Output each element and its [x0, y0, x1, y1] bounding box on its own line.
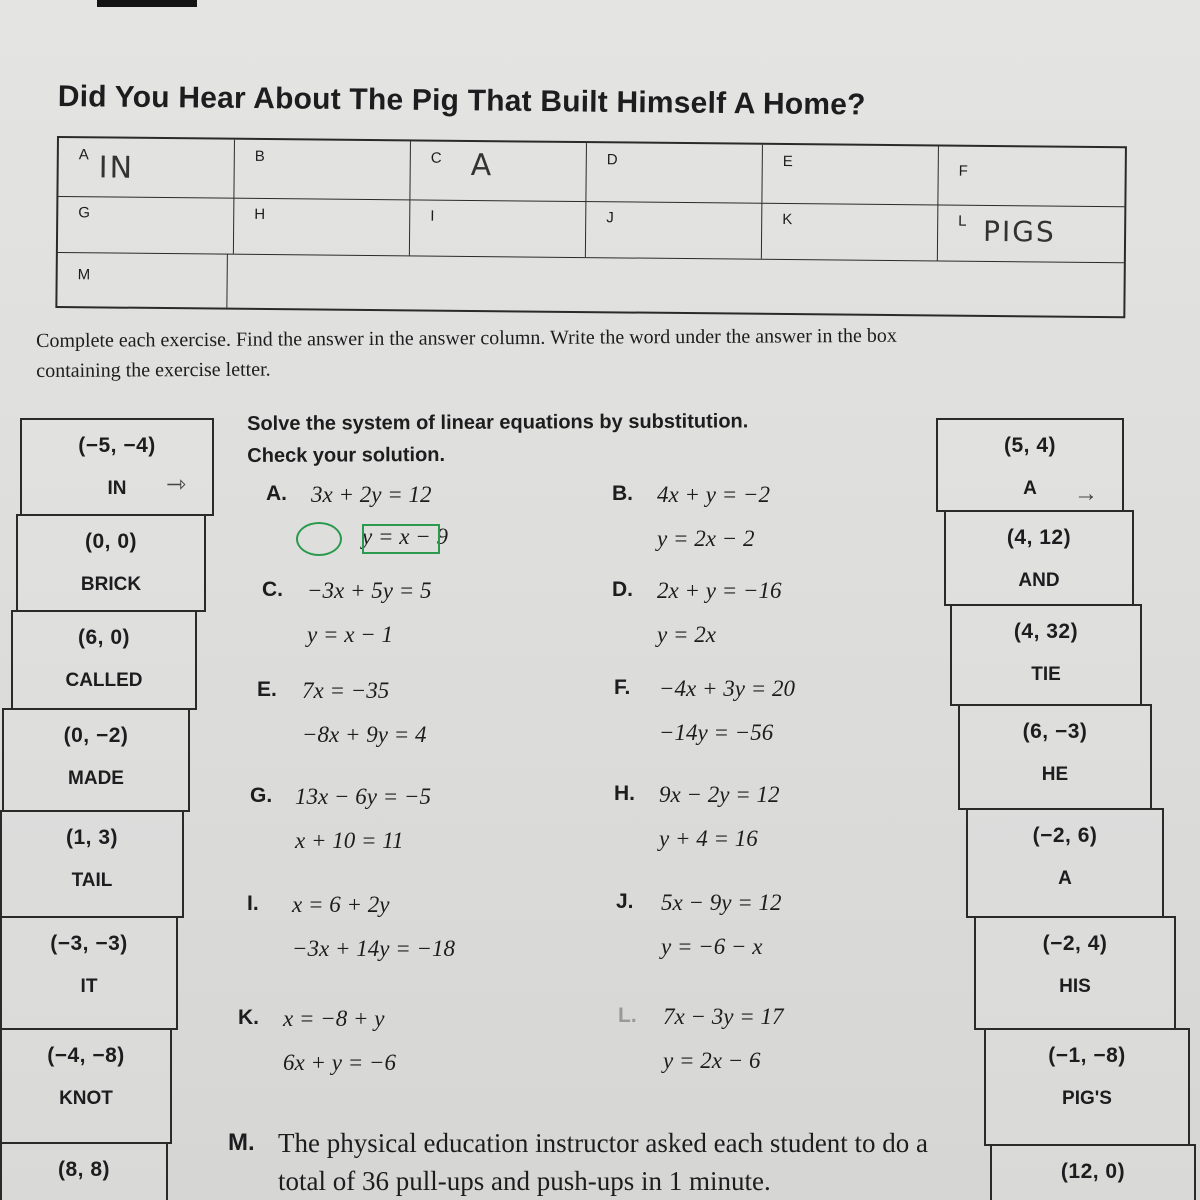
- exercise-letter: F.: [614, 676, 631, 699]
- equation-2: −3x + 14y = −18: [292, 936, 455, 961]
- page-edge-shadow: [97, 0, 197, 7]
- exercise-letter: G.: [250, 784, 273, 807]
- heading-line-2: Check your solution.: [247, 443, 446, 467]
- exercise-letter: L.: [618, 1004, 637, 1027]
- answer-box: [990, 1144, 1196, 1200]
- answer-coordinate: (6, 0): [77, 626, 130, 649]
- grid-cell-j[interactable]: [586, 201, 763, 259]
- answer-coordinate: (−3, −3): [50, 932, 128, 955]
- answer-coordinate: (6, −3): [1022, 720, 1088, 743]
- equation-2: y = x − 9: [362, 524, 448, 549]
- grid-cell-label: L: [958, 212, 967, 230]
- answer-word: AND: [1018, 570, 1060, 591]
- equation-1: −4x + 3y = 20: [659, 676, 795, 701]
- grid-cell-f[interactable]: [938, 146, 1125, 206]
- grid-cell-label: H: [254, 205, 266, 224]
- grid-cell-a[interactable]: [58, 138, 235, 198]
- instructions-text: Complete each exercise. Find the answer in the answer column. Write the word under the answer in the box containing the exercise letter.: [36, 324, 897, 382]
- equation-2: x + 10 = 11: [295, 828, 404, 853]
- exercise-letter: J.: [616, 890, 634, 913]
- answer-word: HIS: [1059, 976, 1091, 997]
- equation-2: y = 2x − 6: [663, 1048, 761, 1073]
- green-pen-circle: [296, 522, 342, 556]
- equation-1: 5x − 9y = 12: [661, 890, 782, 915]
- grid-cell-label: B: [254, 147, 265, 165]
- exercise-letter: C.: [262, 578, 283, 601]
- equation-2: −14y = −56: [659, 720, 774, 745]
- grid-cell-b[interactable]: [234, 140, 411, 200]
- exercise-heading: [247, 405, 749, 472]
- answer-box: [2, 708, 190, 812]
- grid-cell-label: I: [430, 207, 435, 225]
- answer-box: [11, 610, 197, 710]
- answer-box: [0, 1028, 172, 1144]
- handwritten-answer: PIGS: [982, 214, 1056, 249]
- answer-word: CALLED: [65, 670, 143, 691]
- answer-coordinate: (1, 3): [65, 826, 118, 849]
- handwritten-arrow-icon: ⇾: [166, 471, 187, 498]
- answer-word: IT: [80, 976, 98, 997]
- equation-1: 7x − 3y = 17: [663, 1004, 784, 1029]
- answer-word: PIG'S: [1062, 1088, 1112, 1109]
- handwritten-answer: IN: [98, 150, 135, 186]
- equation-2: −8x + 9y = 4: [302, 722, 427, 747]
- equation-1: 7x = −35: [302, 678, 390, 703]
- grid-cell-label: K: [782, 210, 793, 229]
- grid-cell-i[interactable]: [410, 199, 587, 257]
- exercise-letter: A.: [266, 482, 287, 505]
- grid-cell-d[interactable]: [586, 143, 763, 203]
- grid-row-3: [57, 252, 1123, 316]
- equation-1: 13x − 6y = −5: [295, 784, 431, 809]
- equation-2: y = x − 1: [307, 622, 393, 647]
- answer-word: KNOT: [59, 1088, 113, 1109]
- answer-coordinate: (4, 32): [1013, 620, 1079, 643]
- answer-grid: [55, 136, 1127, 318]
- handwritten-answer: A: [470, 147, 494, 184]
- grid-cell-m[interactable]: [57, 252, 228, 308]
- grid-cell-m-answer[interactable]: [227, 254, 1123, 317]
- answer-word: TAIL: [71, 870, 113, 891]
- answer-coordinate: (−1, −8): [1048, 1044, 1126, 1067]
- green-pen-box: [362, 524, 440, 554]
- grid-cell-label: F: [958, 162, 968, 180]
- exercise-letter: H.: [614, 782, 635, 805]
- answer-word: A: [1023, 478, 1037, 499]
- page-title: Did You Hear About The Pig That Built Himself A Home?: [57, 80, 866, 122]
- grid-cell-label: E: [782, 152, 793, 171]
- answer-box: [944, 510, 1134, 606]
- answer-box: [974, 916, 1176, 1030]
- exercise-letter: B.: [612, 482, 633, 505]
- equation-2: 6x + y = −6: [283, 1050, 396, 1075]
- grid-cell-k[interactable]: [762, 203, 939, 261]
- grid-cell-label: M: [77, 266, 91, 284]
- exercise-letter: I.: [247, 892, 259, 915]
- answer-coordinate: (12, 0): [1060, 1160, 1126, 1183]
- grid-cell-e[interactable]: [762, 145, 939, 205]
- answer-coordinate: (5, 4): [1003, 434, 1056, 457]
- answer-box: [984, 1028, 1190, 1146]
- grid-cell-g[interactable]: [58, 196, 235, 254]
- grid-cell-c[interactable]: [410, 141, 587, 201]
- heading-line-1: Solve the system of linear equations by substitution.: [247, 410, 749, 435]
- answer-box: [966, 808, 1164, 918]
- exercise-letter: E.: [257, 678, 277, 701]
- exercise-letter: D.: [612, 578, 633, 601]
- grid-cell-label: J: [606, 209, 614, 227]
- exercise-letter: K.: [238, 1006, 259, 1029]
- answer-coordinate: (−4, −8): [47, 1044, 125, 1067]
- answer-box: [0, 810, 184, 918]
- answer-coordinate: (0, −2): [63, 724, 129, 747]
- answer-coordinate: (−5, −4): [78, 434, 156, 457]
- answer-word: MADE: [68, 768, 124, 789]
- equation-1: x = 6 + 2y: [292, 892, 390, 917]
- grid-cell-label: D: [606, 151, 618, 169]
- answer-coordinate: (4, 12): [1006, 526, 1072, 549]
- grid-cell-h[interactable]: [234, 198, 411, 256]
- exercise-letter: M.: [228, 1129, 255, 1156]
- exercise-m-body: The physical education instructor asked each student to do a total of 36 pull-ups and push-ups in 1 minute.: [278, 1128, 929, 1196]
- equation-2: y = 2x − 2: [657, 526, 755, 551]
- equation-1: x = −8 + y: [283, 1006, 385, 1031]
- answer-box: [950, 604, 1142, 706]
- answer-word: BRICK: [80, 574, 142, 595]
- answer-box: [16, 514, 206, 612]
- answer-box: [20, 418, 214, 516]
- equation-1: 9x − 2y = 12: [659, 782, 780, 807]
- equation-1: 3x + 2y = 12: [311, 482, 432, 507]
- equation-2: y + 4 = 16: [659, 826, 758, 851]
- grid-cell-l[interactable]: [938, 204, 1125, 262]
- equation-1: 2x + y = −16: [657, 578, 782, 603]
- grid-cell-label: C: [430, 149, 442, 167]
- equation-2: y = −6 − x: [661, 934, 763, 959]
- answer-box: [0, 1142, 168, 1200]
- handwritten-arrow-icon: →: [1074, 480, 1098, 507]
- answer-word: A: [1058, 868, 1072, 889]
- answer-box: [0, 916, 178, 1030]
- answer-coordinate: (−2, 6): [1032, 824, 1098, 847]
- equation-1: −3x + 5y = 5: [307, 578, 432, 603]
- answer-word: TIE: [1031, 664, 1061, 685]
- equation-2: y = 2x: [657, 622, 716, 647]
- grid-cell-label: G: [78, 204, 91, 222]
- equation-1: 4x + y = −2: [657, 482, 770, 507]
- answer-coordinate: (0, 0): [84, 530, 137, 553]
- answer-box: [958, 704, 1152, 810]
- answer-coordinate: (−2, 4): [1042, 932, 1108, 955]
- answer-word: IN: [107, 478, 127, 499]
- answer-coordinate: (8, 8): [57, 1158, 110, 1181]
- answer-word: HE: [1041, 764, 1069, 785]
- grid-cell-label: A: [78, 146, 89, 164]
